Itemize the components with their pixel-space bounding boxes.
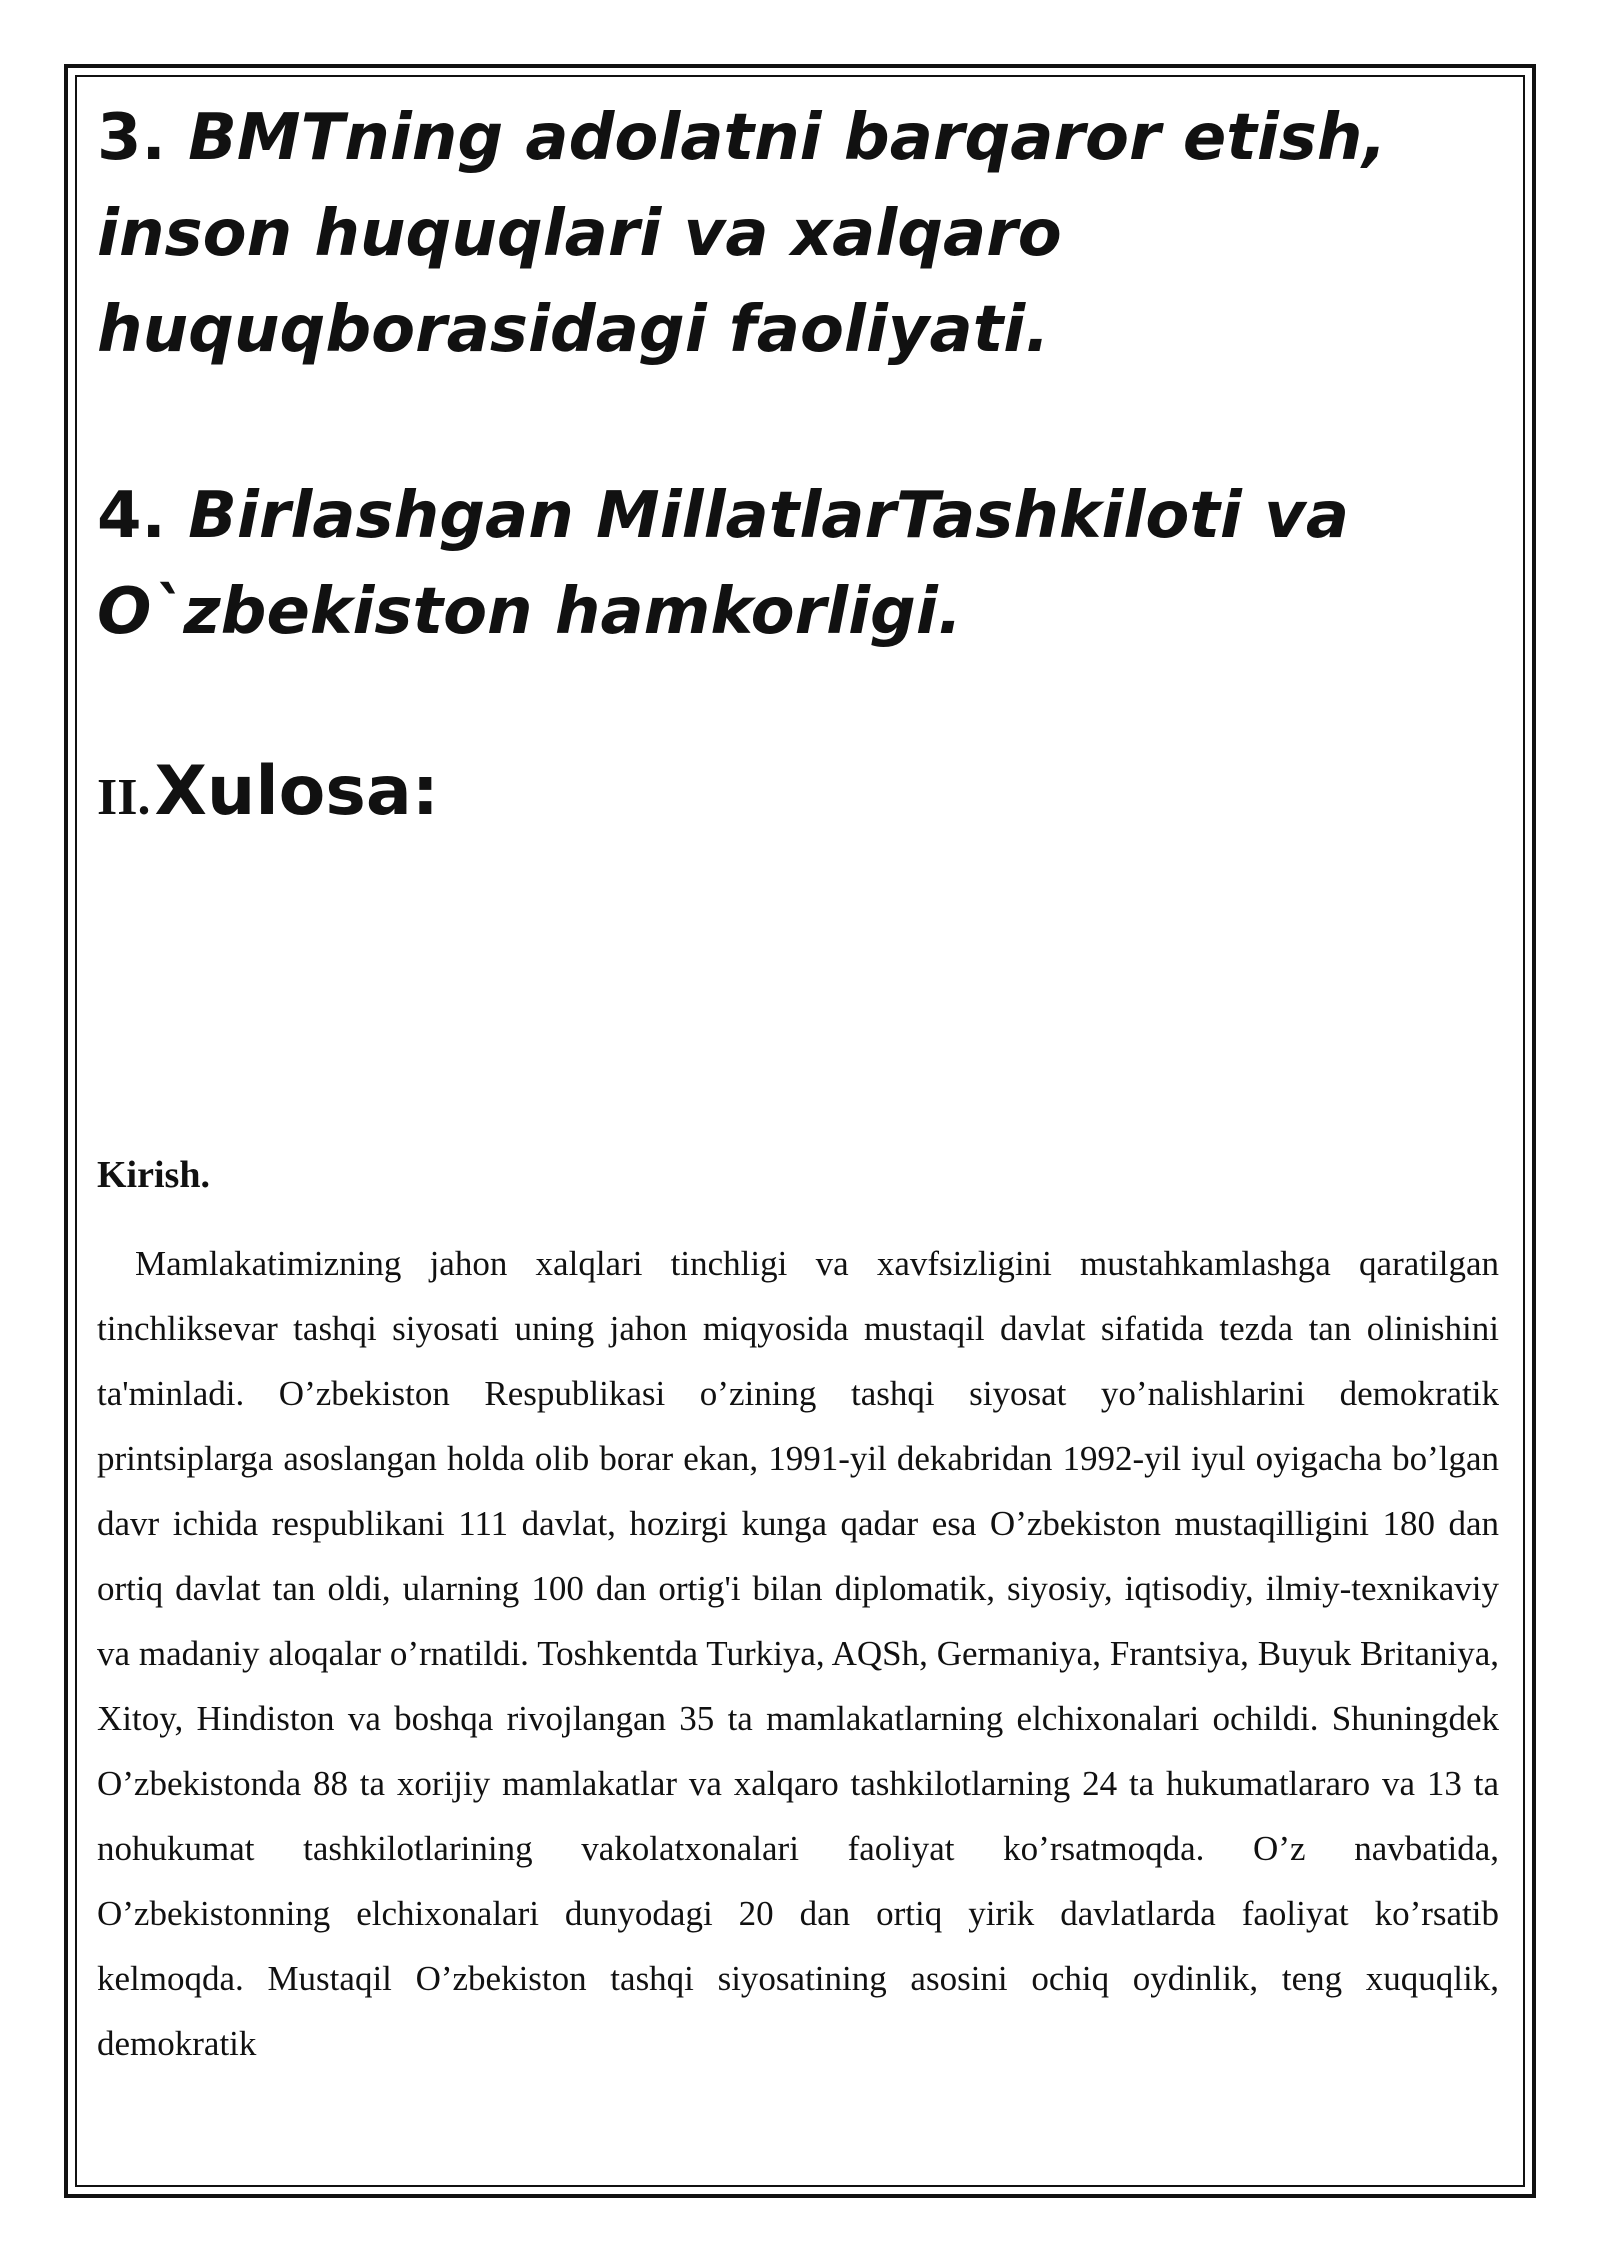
heading-item-3-text: BMTning adolatni barqaror etish, inson huquqlari va xalqaro huquqborasidagi faoliyati. bbox=[97, 101, 1387, 367]
heading-item-3-number: 3. bbox=[97, 101, 166, 175]
intro-paragraph: Mamlakatimizning jahon xalqlari tinchligi va xavfsizligini mustahkamlashga qaratilgan tinchliksevar tashqi siyosati uning jahon miqyosida mustaqil davlat sifatida tezda tan olinishini ta'minladi. O’zbekiston Respublikasi o’zining tashqi siyosat yo’nalishlarini demokratik printsiplarga asoslangan holda olib borar ekan, 1991-yil dekabridan 1992-yil iyul oyigacha bo’lgan davr ichida respublikani 111 davlat, hozirgi kunga qadar esa O’zbekiston mustaqilligini 180 dan ortiq davlat tan oldi, ularning 100 dan ortig'i bilan diplomatik, siyosiy, iqtisodiy, ilmiy-texnikaviy va madaniy aloqalar o’rnatildi. Toshkentda Turkiya, AQSh, Germaniya, Frantsiya, Buyuk Britaniya, Xitoy, Hindiston va boshqa rivojlangan 35 ta mamlakatlarning elchixonalari ochildi. Shuningdek O’zbekistonda 88 ta xorijiy mamlakatlar va xalqaro tashkilotlarning 24 ta hukumatlararo va 13 ta nohukumat tashkilotlarining vakolatxonalari faoliyat ko’rsatmoqda. O’z navbatida, O’zbekistonning elchixonalari dunyodagi 20 dan ortiq yirik davlatlarda faoliyat ko’rsatib kelmoqda. Mustaqil O’zbekiston tashqi siyosatining asosini ochiq oydinlik, teng xuquqlik, demokratik bbox=[97, 1244, 1499, 2063]
heading-item-4-number: 4. bbox=[97, 479, 166, 553]
document-content bbox=[97, 90, 1499, 2076]
section-title bbox=[97, 752, 1499, 831]
intro-title: Kirish. bbox=[97, 1154, 210, 1196]
section-roman-numeral: II. bbox=[97, 769, 151, 826]
section-title-label: Xulosa: bbox=[154, 752, 439, 831]
heading-item-4-text: Birlashgan MillatlarTashkiloti va O`zbekiston hamkorligi. bbox=[97, 479, 1350, 649]
heading-item-3 bbox=[97, 90, 1499, 378]
heading-item-4 bbox=[97, 468, 1499, 660]
